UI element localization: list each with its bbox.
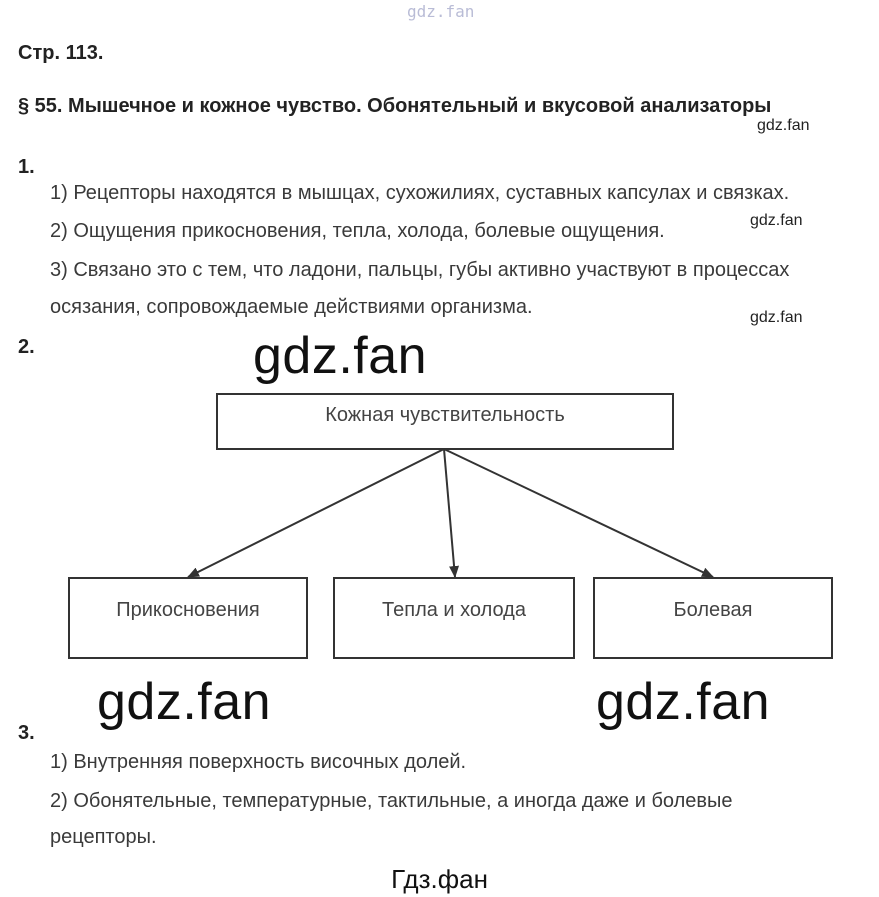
arrow-to-temperature bbox=[444, 449, 455, 577]
watermark-top: gdz.fan bbox=[407, 2, 475, 21]
task-3-line: 2) Обонятельные, температурные, тактильные, а иногда даже и болевые bbox=[50, 790, 733, 812]
diagram-child-label: Болевая bbox=[673, 599, 753, 621]
diagram-child-label: Прикосновения bbox=[116, 599, 260, 621]
diagram-child-box bbox=[593, 577, 833, 659]
task-1-line: 1) Рецепторы находятся в мышцах, сухожилиях, суставных капсулах и связках. bbox=[50, 182, 790, 204]
task-3-line: рецепторы. bbox=[50, 826, 157, 848]
watermark-big: gdz.fan bbox=[97, 673, 272, 731]
task-1-line: осязания, сопровождаемые действиями организма. bbox=[50, 296, 533, 318]
task-1-line: 2) Ощущения прикосновения, тепла, холода, болевые ощущения. bbox=[50, 220, 665, 242]
diagram-root-box bbox=[216, 393, 674, 450]
task-1-number: 1. bbox=[18, 156, 35, 178]
page-reference: Стр. 113. bbox=[18, 42, 104, 64]
diagram-child-box bbox=[68, 577, 308, 659]
task-2-number: 2. bbox=[18, 336, 35, 358]
task-3-number: 3. bbox=[18, 722, 35, 744]
task-3-line: 1) Внутренняя поверхность височных долей. bbox=[50, 751, 467, 773]
section-title: § 55. Мышечное и кожное чувство. Обонятельный и вкусовой анализаторы bbox=[18, 95, 772, 117]
watermark-small: gdz.fan bbox=[750, 212, 803, 229]
footer-watermark: Гдз.фан bbox=[391, 864, 488, 894]
watermark-small: gdz.fan bbox=[750, 309, 803, 326]
arrow-to-pain bbox=[444, 449, 713, 577]
arrow-to-touch bbox=[188, 449, 444, 577]
diagram-child-box bbox=[333, 577, 575, 659]
watermark-small: gdz.fan bbox=[757, 117, 810, 134]
watermark-big: gdz.fan bbox=[596, 673, 771, 731]
watermark-big: gdz.fan bbox=[253, 327, 428, 385]
diagram-child-label: Тепла и холода bbox=[382, 599, 526, 621]
task-1-line: 3) Связано это с тем, что ладони, пальцы, губы активно участвуют в процессах bbox=[50, 259, 790, 281]
diagram-root-label: Кожная чувствительность bbox=[325, 404, 565, 426]
